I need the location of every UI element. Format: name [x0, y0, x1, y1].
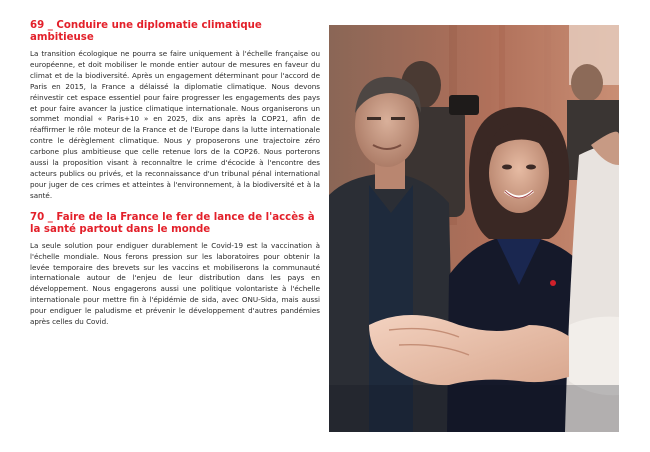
section-70-heading: 70 _ Faire de la France le fer de lance de l'accès à la santé partout dans le monde [30, 211, 315, 235]
campaign-photo [329, 25, 619, 432]
section-69-heading: 69 _ Conduire une diplomatie climatique ambitieuse [30, 20, 262, 43]
section-69-body: La transition écologique ne pourra se faire uniquement à l'échelle française ou européenne, et doit mobiliser le monde entier autour de mesures en faveur du climat et de la biodiversité. Après un engagement déterminant pour l'accord de Paris en 2015, la France a délaissé la diplomatie climatique. Nous devons réinvestir cet espace essentiel pour faire progresser les engagements des pays et pour faire avancer la justice climatique internationale. Nous organiserons un sommet mondial « Paris+10 » en 2025, dix ans après la COP21, afin de réaffirmer le rôle moteur de la France et de l'Europe dans la lutte internationale contre le dérèglement climatique. Nous y proposerons une trajectoire zéro carbone plus ambitieuse que celle retenue lors de la COP26. Nous porterons aussi la proposition visant à reconnaître le crime d'écocide à l'encontre des acteurs publics ou privés, et la reconnaissance d'un tribunal pénal international pour juger de ces crimes et atteintes à l'environnement, à la biodiversité et à la santé. [30, 49, 320, 200]
section-70-body: La seule solution pour endiguer durablement le Covid-19 est la vaccination à l'échelle mondiale. Nous ferons pression sur les laboratoires pour obtenir la levée temporaire des brevets sur les vaccins et mobiliserons la communauté internationale autour de l'enjeu de leur distribution dans les pays en développement. Nous engagerons aussi une politique volontariste à l'échelle internationale pour mettre fin à l'épidémie de sida, avec ONU-Sida, mais aussi pour endiguer le paludisme et prévenir le développement d'autres pandémies après celles du Covid. [30, 240, 320, 327]
text-column [30, 20, 320, 328]
